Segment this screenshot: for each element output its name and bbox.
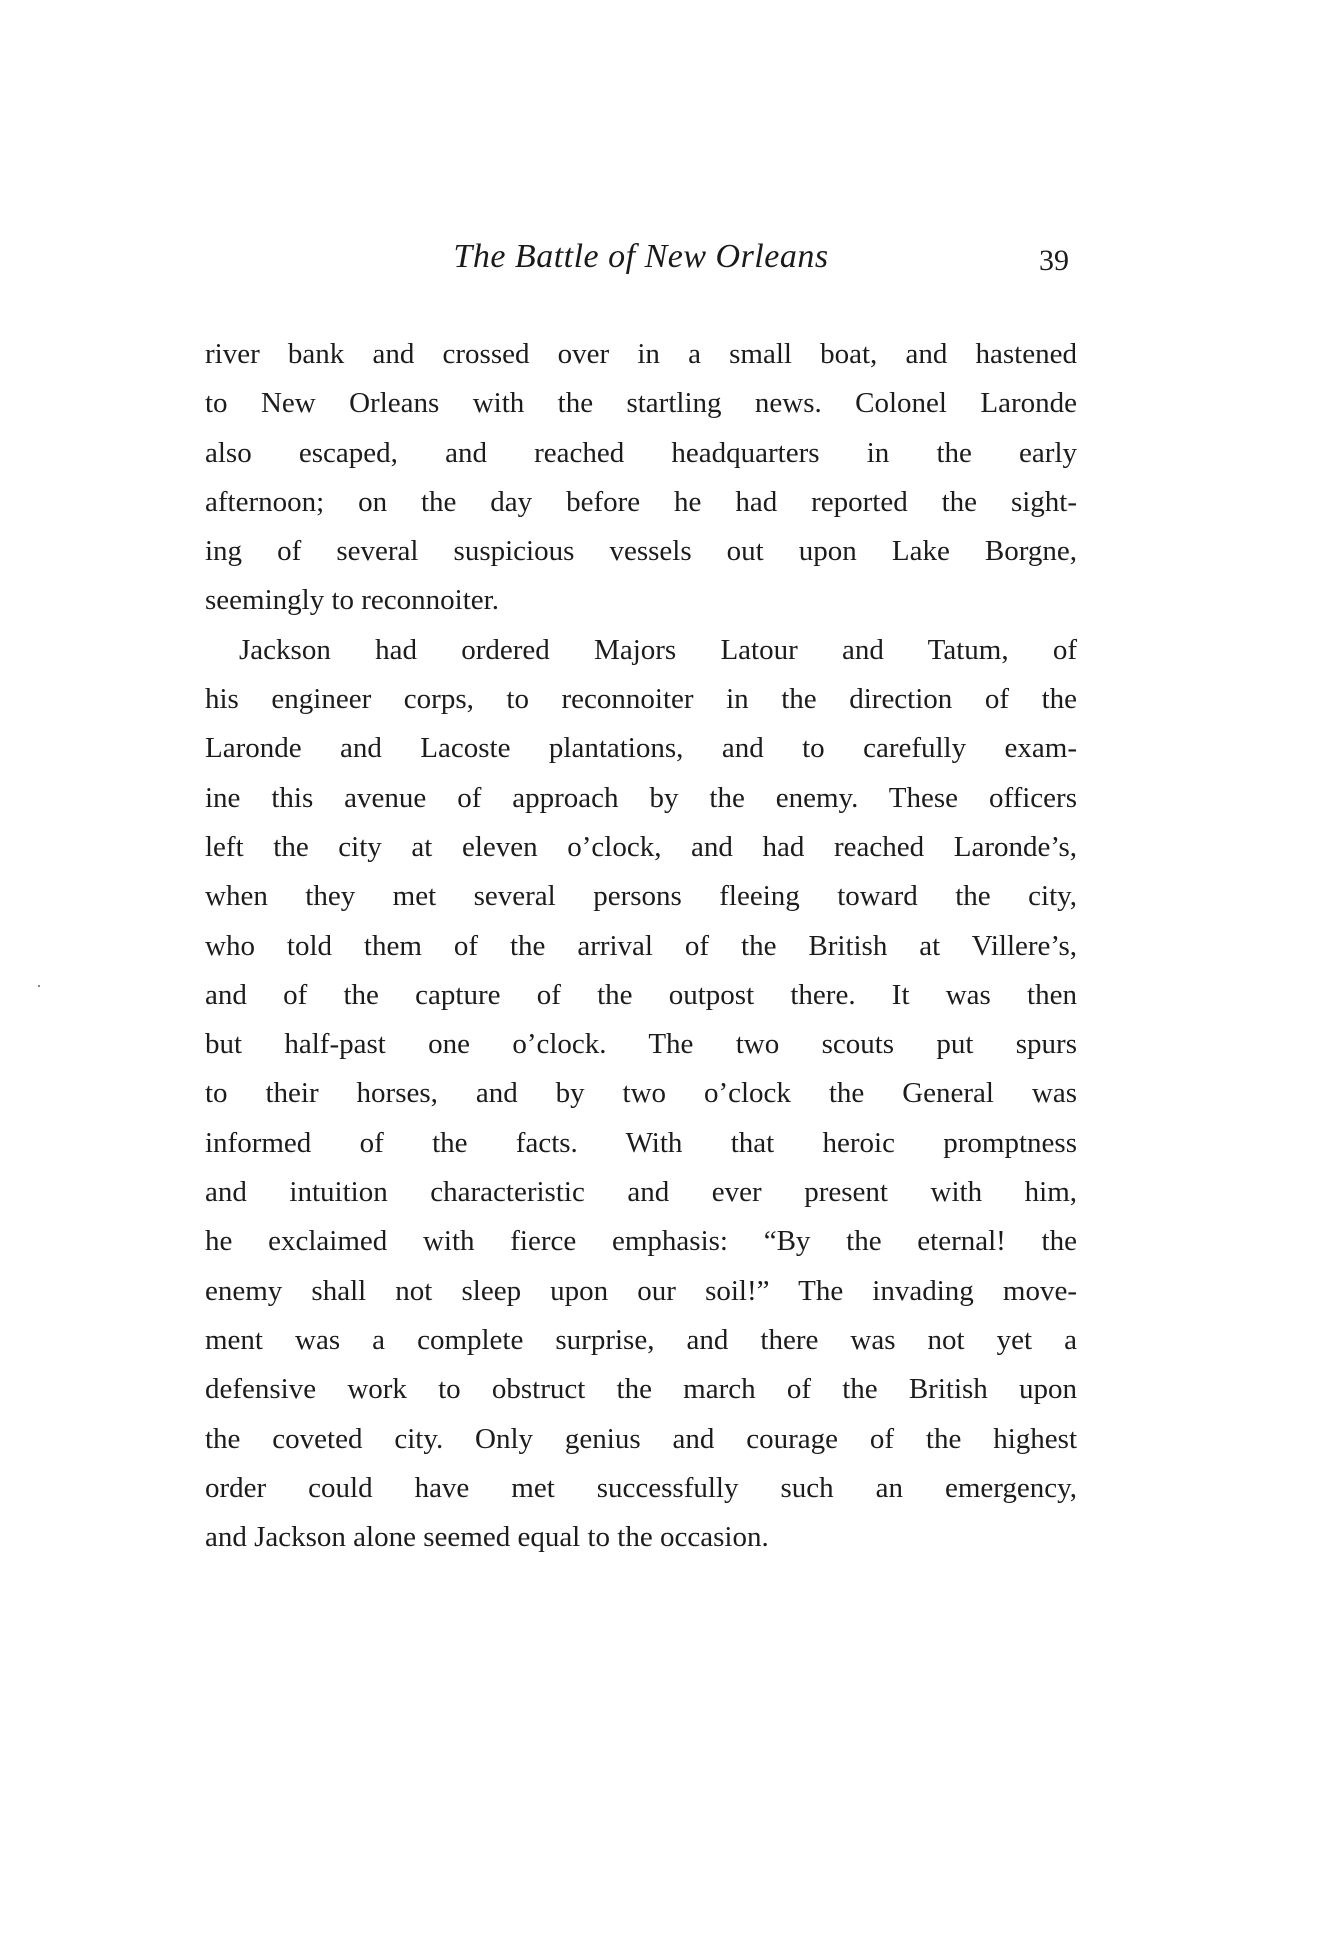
text-line: left the city at eleven o’clock, and had reached Laronde’s, [205,830,1077,863]
text-line: to New Orleans with the startling news. Colonel Laronde [205,387,1077,420]
text-line: enemy shall not sleep upon our soil!” The invading move- [205,1274,1077,1307]
text-line: and intuition characteristic and ever present with him, [205,1176,1077,1209]
text-line: and Jackson alone seemed equal to the occasion. [205,1521,769,1554]
text-line: the coveted city. Only genius and courage of the highest [205,1422,1077,1455]
text-line: who told them of the arrival of the British at Villere’s, [205,929,1077,962]
text-line: to their horses, and by two o’clock the General was [205,1077,1077,1110]
text-line: defensive work to obstruct the march of the British upon [205,1373,1077,1406]
text-line: Jackson had ordered Majors Latour and Tatum, of [239,633,1077,666]
running-title: The Battle of New Orleans [453,238,829,275]
text-line: seemingly to reconnoiter. [205,584,499,617]
text-line: ing of several suspicious vessels out upon Lake Borgne, [205,535,1077,568]
body-text [205,330,1077,1562]
text-line: when they met several persons fleeing toward the city, [205,880,1077,913]
scan-artifact-dot [38,985,40,987]
text-line: but half-past one o’clock. The two scouts put spurs [205,1028,1077,1061]
text-line: also escaped, and reached headquarters in the early [205,436,1077,469]
text-line: river bank and crossed over in a small boat, and hastened [205,338,1077,370]
running-head [205,238,1077,288]
text-line: ment was a complete surprise, and there was not yet a [205,1323,1077,1356]
text-line: he exclaimed with fierce emphasis: “By the eternal! the [205,1225,1077,1258]
text-line: order could have met successfully such an emergency, [205,1471,1077,1504]
text-line: and of the capture of the outpost there. It was then [205,978,1077,1011]
text-line: Laronde and Lacoste plantations, and to carefully exam- [205,732,1077,765]
text-line: informed of the facts. With that heroic promptness [205,1126,1077,1159]
paragraph-2 [205,626,1077,1563]
page-number: 39 [1039,244,1069,277]
text-line: ine this avenue of approach by the enemy. These officers [205,781,1077,814]
paragraph-1 [205,330,1077,626]
text-line: afternoon; on the day before he had reported the sight- [205,485,1077,518]
text-line: his engineer corps, to reconnoiter in the direction of the [205,683,1077,716]
